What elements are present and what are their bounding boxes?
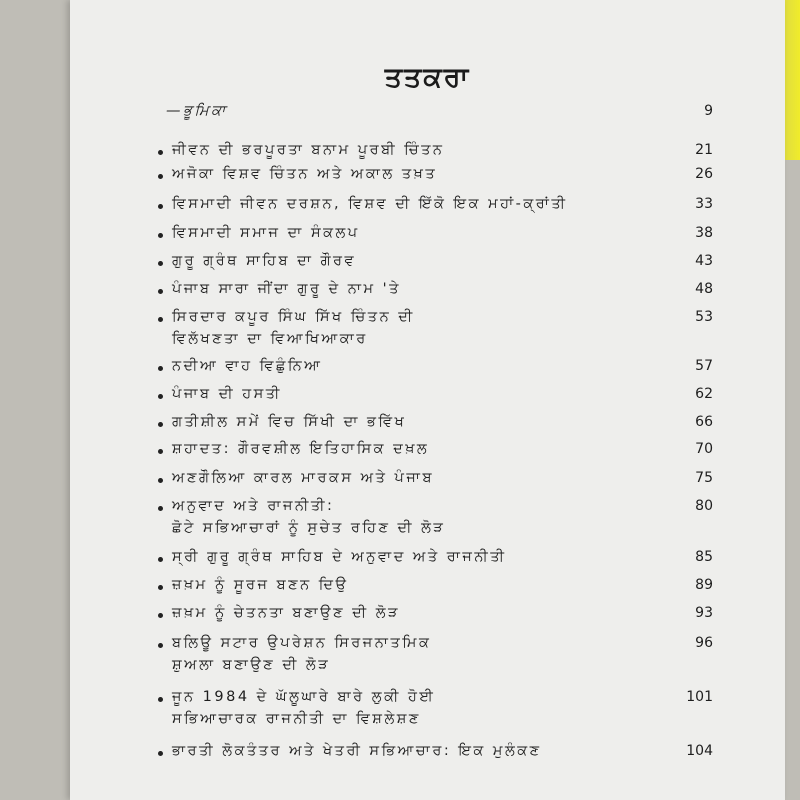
toc-entry-page: 75 xyxy=(695,470,713,486)
toc-entry-title: ਗਤੀਸ਼ੀਲ ਸਮੇਂ ਵਿਚ ਸਿੱਖੀ ਦਾ ਭਵਿੱਖ xyxy=(172,414,407,430)
bullet-icon xyxy=(158,422,163,427)
bullet-icon xyxy=(158,394,163,399)
toc-entry-title-continued: ਸਭਿਆਚਾਰਕ ਰਾਜਨੀਤੀ ਦਾ ਵਿਸ਼ਲੇਸ਼ਣ xyxy=(172,711,421,727)
toc-entry-title: ਜ਼ਖ਼ਮ ਨੂੰ ਚੇਤਨਤਾ ਬਣਾਉਣ ਦੀ ਲੋੜ xyxy=(172,605,401,621)
toc-entry-page: 89 xyxy=(695,577,713,593)
bullet-icon xyxy=(158,751,163,756)
toc-entry-title: ਵਿਸਮਾਦੀ ਸਮਾਜ ਦਾ ਸੰਕਲਪ xyxy=(172,225,360,241)
toc-entry-page: 9 xyxy=(704,103,713,119)
toc-entry-title: ਭਾਰਤੀ ਲੋਕਤੰਤਰ ਅਤੇ ਖੇਤਰੀ ਸਭਿਆਚਾਰ: ਇਕ ਮੁਲੰਕਣ xyxy=(172,743,542,759)
toc-entry-title: ਗੁਰੂ ਗ੍ਰੰਥ ਸਾਹਿਬ ਦਾ ਗੌਰਵ xyxy=(172,253,357,269)
page-title: ਤਤਕਰਾ xyxy=(384,62,471,93)
toc-entry-page: 26 xyxy=(695,166,713,182)
bullet-icon xyxy=(158,449,163,454)
toc-entry-title-continued: ਛੋਟੇ ਸਭਿਆਚਾਰਾਂ ਨੂੰ ਸੁਚੇਤ ਰਹਿਣ ਦੀ ਲੋੜ xyxy=(172,520,446,536)
toc-entry-page: 53 xyxy=(695,309,713,325)
toc-entry-page: 80 xyxy=(695,498,713,514)
bullet-icon xyxy=(158,204,163,209)
toc-entry-page: 70 xyxy=(695,441,713,457)
toc-entry-title: ਜੂਨ 1984 ਦੇ ਘੱਲੂਘਾਰੇ ਬਾਰੇ ਲੁਕੀ ਹੋਈ xyxy=(172,689,436,705)
bullet-icon xyxy=(158,317,163,322)
toc-entry-title: ਜ਼ਖ਼ਮ ਨੂੰ ਸੂਰਜ ਬਣਨ ਦਿਉ xyxy=(172,577,349,593)
toc-entry-title-continued: ਸ਼ੁਅਲਾ ਬਣਾਉਣ ਦੀ ਲੋੜ xyxy=(172,657,331,673)
toc-entry-title: ਸ਼ਹਾਦਤ: ਗੌਰਵਸ਼ੀਲ ਇਤਿਹਾਸਿਕ ਦਖ਼ਲ xyxy=(172,441,430,457)
bullet-icon xyxy=(158,233,163,238)
bullet-icon xyxy=(158,506,163,511)
bullet-icon xyxy=(158,643,163,648)
toc-entry-page: 43 xyxy=(695,253,713,269)
bullet-icon xyxy=(158,174,163,179)
toc-entry-page: 101 xyxy=(686,689,713,705)
toc-entry-title: ਅਜੋਕਾ ਵਿਸ਼ਵ ਚਿੰਤਨ ਅਤੇ ਅਕਾਲ ਤਖ਼ਤ xyxy=(172,166,438,182)
toc-entry-title: ਜੀਵਨ ਦੀ ਭਰਪੂਰਤਾ ਬਨਾਮ ਪੂਰਬੀ ਚਿੰਤਨ xyxy=(172,142,445,158)
toc-entry-page: 104 xyxy=(686,743,713,759)
toc-entry-title: ਵਿਸਮਾਦੀ ਜੀਵਨ ਦਰਸ਼ਨ, ਵਿਸ਼ਵ ਦੀ ਇੱਕੋ ਇਕ ਮਹਾਂ-ਕ੍ਰਾਂਤੀ xyxy=(172,196,568,212)
toc-entry-page: 48 xyxy=(695,281,713,297)
toc-entry-title: ਪੰਜਾਬ ਦੀ ਹਸਤੀ xyxy=(172,386,282,402)
bullet-icon xyxy=(158,557,163,562)
toc-entry-page: 66 xyxy=(695,414,713,430)
toc-entry-page: 62 xyxy=(695,386,713,402)
toc-entry-title: ਪੰਜਾਬ ਸਾਰਾ ਜੀਂਦਾ ਗੁਰੂ ਦੇ ਨਾਮ 'ਤੇ xyxy=(172,281,401,297)
toc-entry-page: 38 xyxy=(695,225,713,241)
bullet-icon xyxy=(158,150,163,155)
bullet-icon xyxy=(158,289,163,294)
book-page xyxy=(70,0,785,800)
toc-entry-title: —ਭੂਮਿਕਾ xyxy=(166,103,228,119)
bullet-icon xyxy=(158,613,163,618)
toc-entry-title: ਅਨੁਵਾਦ ਅਤੇ ਰਾਜਨੀਤੀ: xyxy=(172,498,335,514)
toc-entry-title: ਅਣਗੌਲਿਆ ਕਾਰਲ ਮਾਰਕਸ ਅਤੇ ਪੰਜਾਬ xyxy=(172,470,435,486)
toc-entry-page: 33 xyxy=(695,196,713,212)
toc-entry-title: ਬਲਿਊ ਸਟਾਰ ਉਪਰੇਸ਼ਨ ਸਿਰਜਨਾਤਮਿਕ xyxy=(172,635,432,651)
bullet-icon xyxy=(158,478,163,483)
bullet-icon xyxy=(158,585,163,590)
toc-entry-title: ਸਿਰਦਾਰ ਕਪੂਰ ਸਿੰਘ ਸਿੱਖ ਚਿੰਤਨ ਦੀ xyxy=(172,309,415,325)
toc-entry-page: 93 xyxy=(695,605,713,621)
toc-entry-title: ਨਦੀਆ ਵਾਹ ਵਿਛੁੰਨਿਆ xyxy=(172,358,323,374)
bullet-icon xyxy=(158,261,163,266)
toc-entry-page: 96 xyxy=(695,635,713,651)
toc-entry-page: 57 xyxy=(695,358,713,374)
toc-entry-page: 85 xyxy=(695,549,713,565)
bullet-icon xyxy=(158,697,163,702)
toc-entry-title: ਸ੍ਰੀ ਗੁਰੂ ਗ੍ਰੰਥ ਸਾਹਿਬ ਦੇ ਅਨੁਵਾਦ ਅਤੇ ਰਾਜਨੀਤੀ xyxy=(172,549,507,565)
toc-entry-title-continued: ਵਿਲੱਖਣਤਾ ਦਾ ਵਿਆਖਿਆਕਾਰ xyxy=(172,331,368,347)
toc-entry-page: 21 xyxy=(695,142,713,158)
bullet-icon xyxy=(158,366,163,371)
